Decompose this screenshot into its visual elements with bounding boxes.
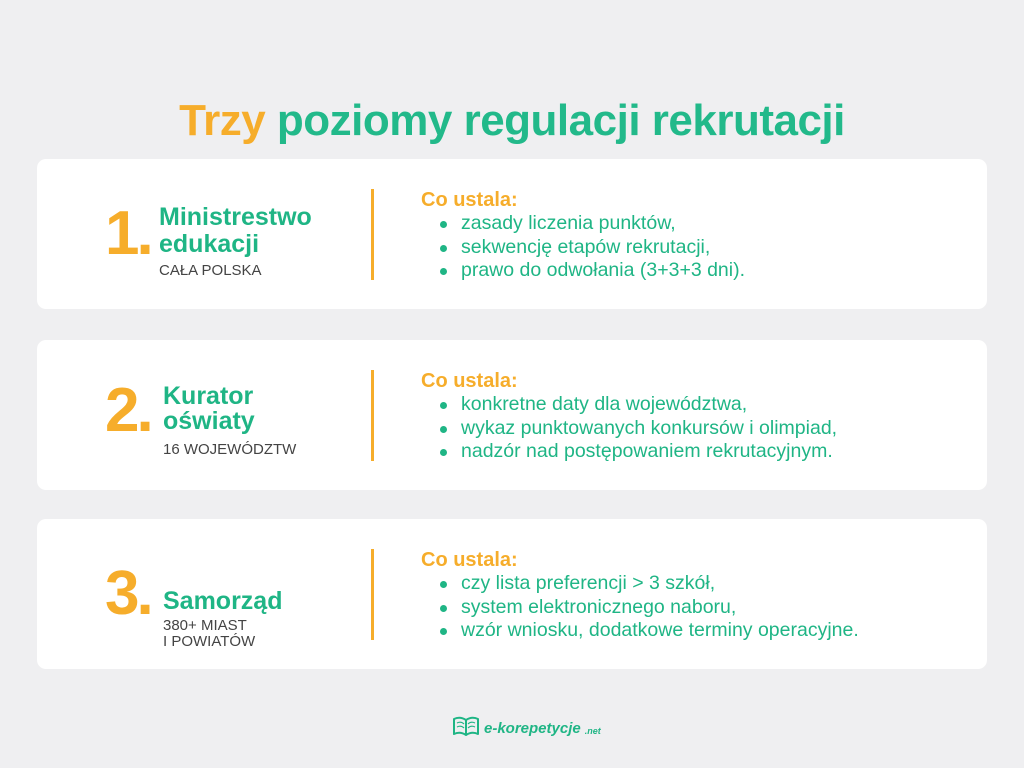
level-card-local-government (37, 519, 987, 669)
page-title (0, 91, 1024, 151)
level-number: 2. (105, 376, 151, 445)
level-subtitle: I POWIATÓW (163, 633, 256, 650)
list-item: sekwencję etapów rekrutacji, (421, 236, 745, 260)
vertical-divider (371, 549, 374, 640)
list-item: czy lista preferencji > 3 szkół, (421, 572, 859, 596)
info-header: Co ustala: (421, 549, 518, 571)
level-name-line: edukacji (159, 230, 260, 258)
info-header: Co ustala: (421, 189, 518, 211)
list-item: system elektronicznego naboru, (421, 596, 859, 620)
list-item: zasady liczenia punktów, (421, 212, 745, 236)
list-item: nadzór nad postępowaniem rekrutacyjnym. (421, 440, 837, 464)
level-number: 3. (105, 559, 151, 628)
level-name-line: Kurator (163, 382, 254, 410)
level-subtitle: CAŁA POLSKA (159, 262, 262, 279)
level-number: 1. (105, 199, 151, 268)
info-header: Co ustala: (421, 370, 518, 392)
brand-logo (452, 715, 601, 741)
vertical-divider (371, 370, 374, 461)
info-list (421, 393, 837, 464)
vertical-divider (371, 189, 374, 280)
brand-tld: .net (584, 726, 601, 736)
list-item: konkretne daty dla województwa, (421, 393, 837, 417)
level-subtitle: 380+ MIAST (163, 617, 247, 634)
title-accent: Trzy (179, 96, 266, 146)
level-name-line: Samorząd (163, 587, 283, 615)
info-list (421, 212, 745, 283)
list-item: wykaz punktowanych konkursów i olimpiad, (421, 417, 837, 441)
level-card-curator (37, 340, 987, 490)
level-name-line: oświaty (163, 407, 255, 435)
title-rest: poziomy regulacji rekrutacji (276, 96, 845, 146)
info-list (421, 572, 859, 643)
list-item: prawo do odwołania (3+3+3 dni). (421, 259, 745, 283)
list-item: wzór wniosku, dodatkowe terminy operacyjne. (421, 619, 859, 643)
level-name-line: Ministrestwo (159, 203, 312, 231)
level-card-ministry (37, 159, 987, 309)
open-book-icon (452, 715, 480, 742)
brand-name: e-korepetycje (484, 719, 581, 737)
level-subtitle: 16 WOJEWÓDZTW (163, 441, 297, 458)
